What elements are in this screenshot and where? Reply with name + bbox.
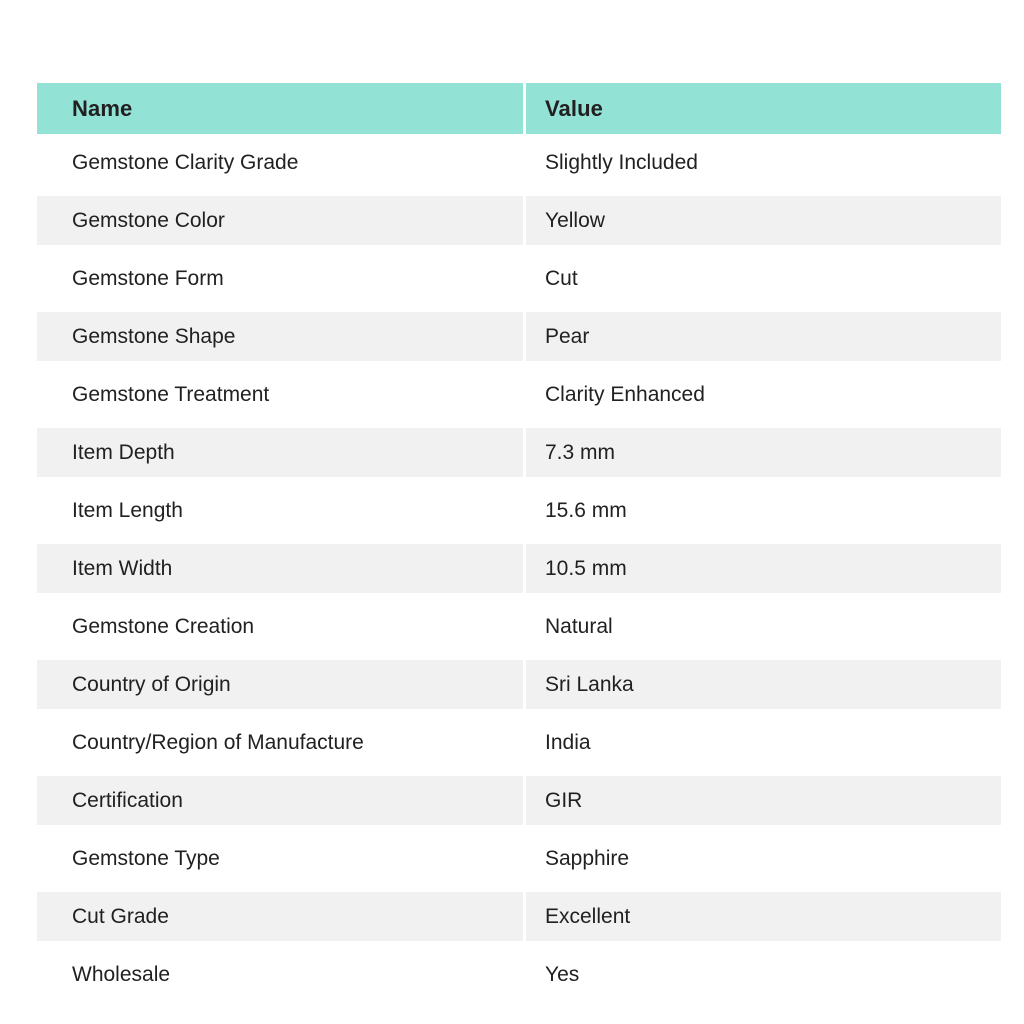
- table-row: [37, 714, 1001, 772]
- spec-name-cell: Item Length: [37, 482, 526, 540]
- spec-name-cell: Item Depth: [37, 428, 526, 477]
- spec-name-cell: Gemstone Form: [37, 250, 526, 308]
- table-row: [37, 540, 1001, 598]
- column-header-value: Value: [545, 95, 603, 121]
- spec-name-cell: Certification: [37, 776, 526, 825]
- spec-name-cell: Country/Region of Manufacture: [37, 714, 526, 772]
- table-row: [37, 250, 1001, 308]
- table-row: [37, 598, 1001, 656]
- item-specifics-table: [37, 83, 1001, 1004]
- spec-value-cell: India: [545, 731, 591, 754]
- table-row: [37, 888, 1001, 946]
- table-row: [37, 192, 1001, 250]
- spec-name-cell: Wholesale: [37, 946, 526, 1004]
- spec-name-cell: Gemstone Color: [37, 196, 526, 245]
- table-row: [37, 308, 1001, 366]
- spec-value-cell: GIR: [545, 788, 583, 812]
- table-header-row: [37, 83, 1001, 134]
- spec-name-cell: Country of Origin: [37, 660, 526, 709]
- spec-name-cell: Item Width: [37, 544, 526, 593]
- spec-value-cell: Yes: [545, 963, 580, 986]
- spec-value-cell: 15.6 mm: [545, 499, 627, 522]
- table-row: [37, 366, 1001, 424]
- spec-value-cell: Pear: [545, 324, 590, 348]
- spec-name-cell: Gemstone Type: [37, 830, 526, 888]
- spec-value-cell: Cut: [545, 267, 578, 290]
- spec-value-cell: 10.5 mm: [545, 556, 627, 580]
- column-header-name: Name: [37, 83, 526, 134]
- spec-name-cell: Cut Grade: [37, 892, 526, 941]
- table-row: [37, 424, 1001, 482]
- spec-name-cell: Gemstone Treatment: [37, 366, 526, 424]
- table-row: [37, 772, 1001, 830]
- spec-value-cell: Sri Lanka: [545, 672, 634, 696]
- spec-value-cell: Yellow: [545, 208, 605, 232]
- table-body: [37, 134, 1001, 1004]
- spec-value-cell: 7.3 mm: [545, 440, 616, 464]
- spec-value-cell: Slightly Included: [545, 151, 698, 174]
- table-row: [37, 482, 1001, 540]
- spec-value-cell: Clarity Enhanced: [545, 383, 705, 406]
- spec-value-cell: Natural: [545, 615, 613, 638]
- table-row: [37, 656, 1001, 714]
- spec-name-cell: Gemstone Clarity Grade: [37, 134, 526, 192]
- spec-value-cell: Excellent: [545, 904, 631, 928]
- table-row: [37, 946, 1001, 1004]
- table-row: [37, 830, 1001, 888]
- table-row: [37, 134, 1001, 192]
- spec-name-cell: Gemstone Creation: [37, 598, 526, 656]
- spec-value-cell: Sapphire: [545, 847, 630, 870]
- spec-name-cell: Gemstone Shape: [37, 312, 526, 361]
